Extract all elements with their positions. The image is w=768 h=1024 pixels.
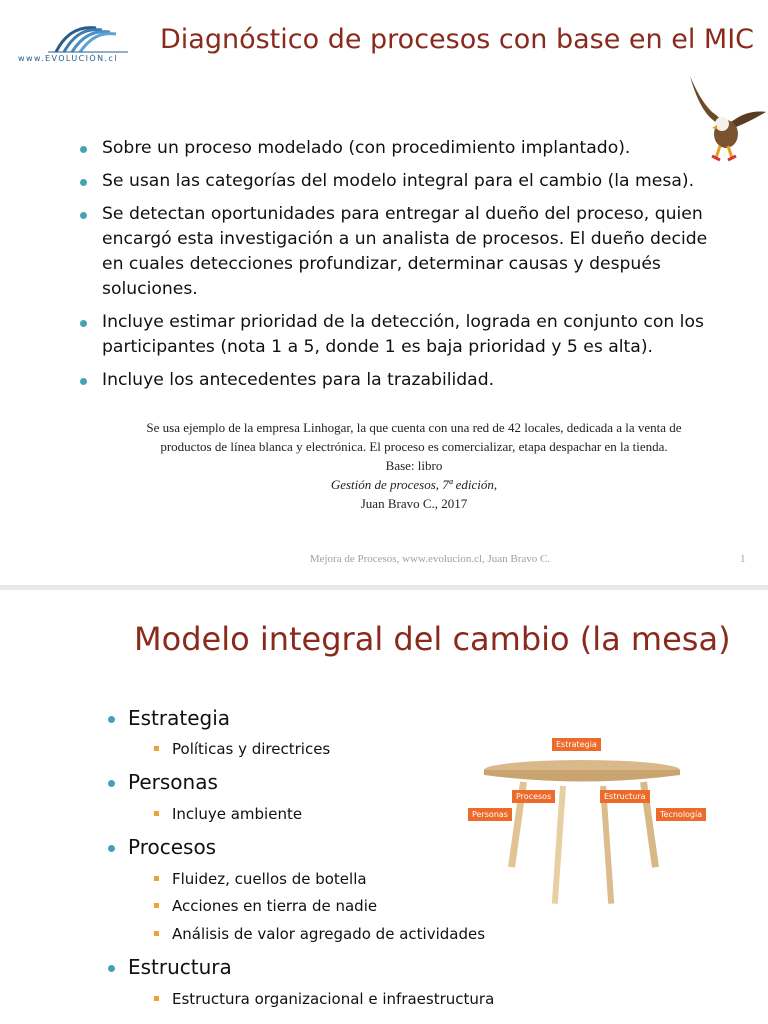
note-line-1: Se usa ejemplo de la empresa Linhogar, la que cuenta con una red de 42 locales, dedicada a la venta de [146,420,682,435]
example-note [96,418,732,513]
list-item-estructura: Estructura [108,955,232,979]
note-line-2: productos de línea blanca y electrónica. El proceso es comercializar, etapa despachar en la tienda. [160,439,668,454]
bullet-icon [80,378,87,385]
page-number: 1 [740,553,746,565]
slide-title: Modelo integral del cambio (la mesa) [134,620,731,658]
bullet-icon [108,716,115,723]
tag-personas: Personas [468,808,512,821]
tag-estructura: Estructura [600,790,650,803]
list-item-procesos: Procesos [108,835,216,859]
sub-bullet-icon: ▪ [153,900,160,911]
list-item: Se detectan oportunidades para entregar al dueño del proceso, quien encargó esta investigación a un analista de procesos. El dueño decide en cuales detecciones profundizar, determinar causas y después soluciones. [78,202,718,302]
slide-2 [0,590,768,1024]
note-base: Base: libro Gestión de procesos, 7ª edición, Juan Bravo C., 2017 [330,458,498,511]
bullet-icon [80,146,87,153]
sub-item: ▪ Políticas y directrices [153,740,331,758]
sub-bullet-icon: ▪ [153,808,160,819]
bullet-icon [108,845,115,852]
bullet-list [78,136,718,401]
slide-title: Diagnóstico de procesos con base en el MIC [160,24,755,55]
sub-bullet-icon: ▪ [153,928,160,939]
bullet-icon [80,179,87,186]
table-figure [462,730,722,916]
sub-item: ▪ Estructura organizacional e infraestructura [153,990,495,1008]
slide-footer: Mejora de Procesos, www.evolucion.cl, Juan Bravo C. [309,553,551,565]
sub-item: ▪ Acciones en tierra de nadie [153,897,378,915]
list-item: Sobre un proceso modelado (con procedimiento implantado). [78,136,718,161]
evolucion-logo [18,22,142,66]
sub-bullet-icon: ▪ [153,743,160,754]
logo-waves-icon [18,22,142,56]
bullet-icon [108,965,115,972]
sub-bullet-icon: ▪ [153,993,160,1004]
bullet-icon [108,780,115,787]
bullet-icon [80,320,87,327]
sub-item: ▪ Fluidez, cuellos de botella [153,870,367,888]
list-item: Incluye estimar prioridad de la detección, lograda en conjunto con los participantes (nota 1 a 5, donde 1 es baja prioridad y 5 es alta). [78,310,718,360]
sub-item: ▪ Análisis de valor agregado de actividades [153,925,486,943]
list-item-personas: Personas [108,770,218,794]
tag-tecnologia: Tecnología [656,808,706,821]
tag-procesos: Procesos [512,790,555,803]
bullet-icon [80,212,87,219]
list-item: Se usan las categorías del modelo integral para el cambio (la mesa). [78,169,718,194]
logo-text: www.EVOLUCIÓN.cl [18,54,118,63]
sub-bullet-icon: ▪ [153,873,160,884]
list-item-estrategia: Estrategia [108,706,230,730]
sub-item: ▪ Incluye ambiente [153,805,303,823]
list-item: Incluye los antecedentes para la trazabilidad. [78,368,718,393]
tag-estrategia: Estrategia [552,738,601,751]
table-icon [462,730,722,916]
